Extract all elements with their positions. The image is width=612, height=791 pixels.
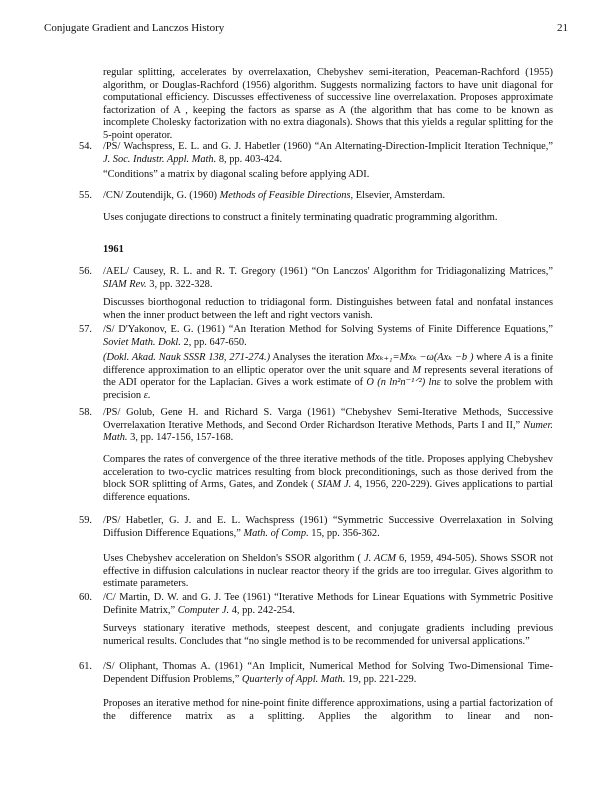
formula: ε: [143, 389, 148, 401]
entry-number: 54.: [79, 141, 92, 152]
citation: [103, 266, 553, 291]
annotation-text: to solve the problem with precision: [103, 377, 553, 401]
annotation: [103, 212, 553, 225]
annotation-text: Compares the rates of convergence of the three iterative methods of the title. Proposes applying Chebyshev acceleration to two-cyclic matrices resulting from block preconditionings, such as those derived from the block SOR splitting of Arms, Gates, and Zondek (: [103, 454, 553, 491]
citation-text: /AEL/ Causey, R. L. and R. T. Gregory (1961) “On Lanczos' Algorithm for Tridiagonalizing Matrices,”: [103, 266, 553, 277]
annotation: [103, 297, 553, 322]
citation-rest: 4, pp. 242-254.: [229, 604, 295, 616]
annotation: [103, 169, 553, 182]
entry-number: 56.: [79, 266, 92, 277]
annotation-text: 4, 1956, 220-229). Gives applications to partial difference equations.: [103, 479, 554, 503]
journal: SIAM J.: [317, 479, 352, 491]
citation-text: /PS/ Golub, Gene H. and Richard S. Varga (1961) “Chebyshev Semi-Iterative Methods, Successive Overrelaxation Iterative Methods, and Second Order Richardson Iterative Methods, Parts I and II,”: [103, 407, 553, 431]
citation-text: /S/ D'Yakonov, E. G. (1961) “An Iteration Method for Solving Systems of Finite Difference Equations,”: [103, 324, 553, 335]
formula: O (n ln²n⁻¹ᐟ²) lnε: [366, 377, 441, 389]
journal: SIAM Rev.: [103, 278, 147, 290]
citation-rest: Elsevier, Amsterdam.: [353, 190, 446, 201]
citation-text: /PS/ Wachspress, E. L. and G. J. Habetler (1960) “An Alternating-Direction-Implicit Iteration Technique,”: [103, 141, 553, 152]
citation: [103, 324, 553, 349]
entry-number: 57.: [79, 324, 92, 335]
journal: J. ACM: [364, 553, 396, 564]
annotation-text: is a finite difference approximation to an elliptic operator over the unit square and: [103, 352, 553, 376]
annotation: [103, 623, 553, 648]
citation-rest: 19, pp. 221-229.: [345, 673, 417, 685]
annotation-text: Uses Chebyshev acceleration on Sheldon's SSOR algorithm (: [103, 553, 364, 564]
annotation-text: 6, 1959, 494-505). Shows SSOR not effective in diffusion calculations in nuclear reactor theory if the grids are too irregular. Gives algorithm to estimate parameters.: [103, 553, 553, 590]
annotation-text: Surveys stationary iterative methods, steepest descent, and conjugate gradients including previous numerical results. Concludes that “no single method is to be recommended for universal applications.”: [103, 623, 553, 647]
citation-rest: 3, pp. 322-328.: [146, 278, 213, 290]
annotation: [103, 352, 553, 402]
intro-comment: regular splitting, accelerates by overrelaxation, Chebyshev semi-iteration, Peaceman-Rachford (1955) algorithm, or Douglas-Rachford (1956) algorithm. Suggests normalizing factors to have unit diagonal for computational efficiency. Discusses effectiveness of successive line overrelaxation. Proposes approximate factorization of A , keeping the factors as sparse as A (the algorithm that has come to be known as incomplete Cholesky factorization with no extra diagonals). Shows that this yields a regular splitting for the 5-point operator.: [103, 67, 553, 141]
journal: Soviet Math. Dokl.: [103, 336, 181, 348]
annotation-text: Analyses the iteration: [270, 352, 367, 363]
citation-rest: 2, pp. 647-650.: [180, 336, 247, 348]
formula: A: [504, 352, 511, 363]
citation: [103, 190, 553, 203]
entry-number: 59.: [79, 515, 92, 526]
page-number: 21: [557, 22, 568, 34]
entry-number: 55.: [79, 190, 92, 201]
citation-text: /S/ Oliphant, Thomas A. (1961) “An Implicit, Numerical Method for Solving Two-Dimensional Time-Dependent Diffusion Problems,”: [103, 661, 553, 685]
citation-text: /C/ Martin, D. W. and G. J. Tee (1961) “Iterative Methods for Linear Equations with Symmetric Positive Definite Matrix,”: [103, 592, 553, 616]
annotation-text: where: [473, 352, 505, 363]
journal: Numer. Math.: [103, 419, 553, 444]
journal: Methods of Feasible Directions,: [219, 190, 354, 201]
journal: Math. of Comp.: [243, 527, 309, 539]
annotation-italic: (Dokl. Akad. Nauk SSSR 138, 271-274.): [103, 352, 271, 363]
formula: M: [412, 364, 422, 376]
annotation: [103, 454, 553, 504]
journal: J. Soc. Industr. Appl. Math.: [103, 153, 217, 165]
annotation: [103, 553, 553, 591]
citation: [103, 661, 553, 686]
citation-rest: 3, pp. 147-156, 157-168.: [127, 432, 234, 444]
year-heading: 1961: [103, 244, 124, 255]
citation-text: /CN/ Zoutendijk, G. (1960): [103, 190, 220, 201]
citation: [103, 141, 553, 166]
journal: Computer J.: [177, 604, 230, 616]
citation: [103, 407, 553, 445]
annotation-text: .: [147, 389, 151, 401]
annotation-text: “Conditions” a matrix by diagonal scaling before applying ADI.: [103, 169, 370, 180]
annotation: [103, 698, 553, 723]
annotation-text: represents several iterations of the ADI operator for the Laplacian. Gives a work estimate of: [103, 364, 553, 389]
entry-number: 60.: [79, 592, 92, 603]
citation-text: /PS/ Habetler, G. J. and E. L. Wachspress (1961) “Symmetric Successive Overrelaxation in Solving Diffusion Difference Equations,”: [103, 515, 553, 539]
citation: [103, 592, 553, 617]
annotation-text: Proposes an iterative method for nine-point finite difference approximations, using a partial factorization of the difference matrix as a splitting. Applies the algorithm to linear and non-: [103, 698, 553, 722]
annotation-text: Uses conjugate directions to construct a finitely terminating quadratic programming algorithm.: [103, 212, 498, 223]
citation: [103, 515, 553, 540]
annotation-text: Discusses biorthogonal reduction to tridiagonal form. Distinguishes between fatal and nonfatal instances when the inner product between the left and right vectors vanish.: [103, 297, 553, 321]
entry-number: 58.: [79, 407, 92, 418]
formula: Mxₖ₊₁=Mxₖ −ω(Axₖ −b ): [366, 352, 474, 363]
citation-rest: 8, pp. 403-424.: [216, 153, 283, 165]
citation-rest: 15, pp. 356-362.: [308, 527, 380, 539]
journal: Quarterly of Appl. Math.: [241, 673, 346, 685]
running-title: Conjugate Gradient and Lanczos History: [44, 22, 225, 34]
entry-number: 61.: [79, 661, 92, 672]
